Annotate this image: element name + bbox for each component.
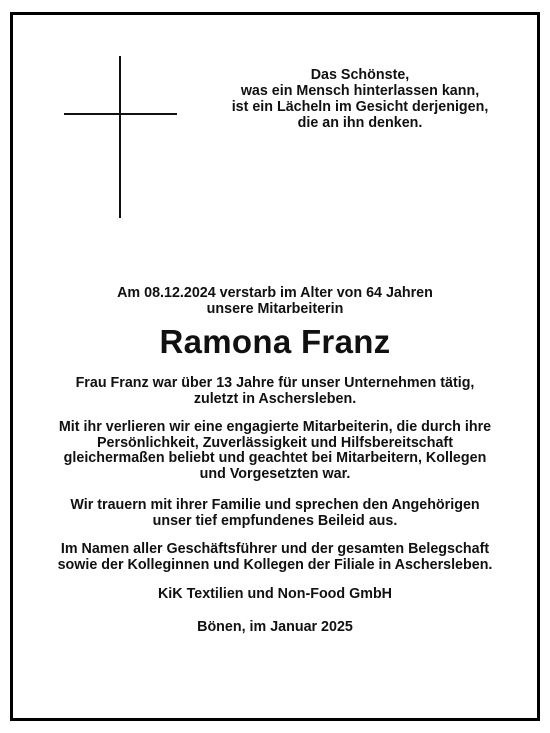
paragraph-line: Wir trauern mit ihrer Familie und sprechen den Angehörigen	[70, 497, 480, 513]
memorial-poem	[210, 67, 510, 131]
paragraph-line: zuletzt in Aschersleben.	[193, 390, 357, 407]
poem-line: ist ein Lächeln im Gesicht derjenigen,	[231, 99, 489, 115]
paragraph-line: Persönlichkeit, Zuverlässigkeit und Hilfsbereitschaft	[97, 434, 453, 451]
announcement-line: Am 08.12.2024 verstarb im Alter von 64 Jahren	[117, 285, 433, 301]
tenure-paragraph	[20, 376, 530, 407]
cross-horizontal-bar	[64, 113, 177, 115]
poem-line: was ein Mensch hinterlassen kann,	[240, 83, 480, 99]
paragraph-line: gleichermaßen beliebt und geachtet bei Mitarbeitern, Kollegen	[63, 450, 487, 467]
on-behalf-paragraph	[20, 542, 530, 573]
tribute-paragraph	[20, 420, 530, 482]
paragraph-line: und Vorgesetzten war.	[199, 465, 351, 482]
paragraph-line: Frau Franz war über 13 Jahre für unser Unternehmen tätig,	[75, 375, 475, 391]
condolence-paragraph	[20, 498, 530, 529]
company-name: KiK Textilien und Non-Food GmbH	[157, 586, 393, 602]
deceased-name: Ramona Franz	[159, 323, 391, 360]
announcement-line: unsere Mitarbeiterin	[206, 300, 344, 317]
paragraph-line: Im Namen aller Geschäftsführer und der gesamten Belegschaft	[60, 541, 490, 557]
death-announcement	[20, 286, 530, 317]
cross-vertical-bar	[119, 56, 121, 218]
poem-line: Das Schönste,	[310, 67, 410, 83]
paragraph-line: sowie der Kolleginnen und Kollegen der Filiale in Aschersleben.	[57, 556, 493, 573]
paragraph-line: Mit ihr verlieren wir eine engagierte Mitarbeiterin, die durch ihre	[58, 419, 492, 435]
place-and-date: Bönen, im Januar 2025	[197, 619, 353, 635]
poem-line: die an ihn denken.	[297, 115, 423, 131]
paragraph-line: unser tief empfundenes Beileid aus.	[152, 512, 398, 529]
